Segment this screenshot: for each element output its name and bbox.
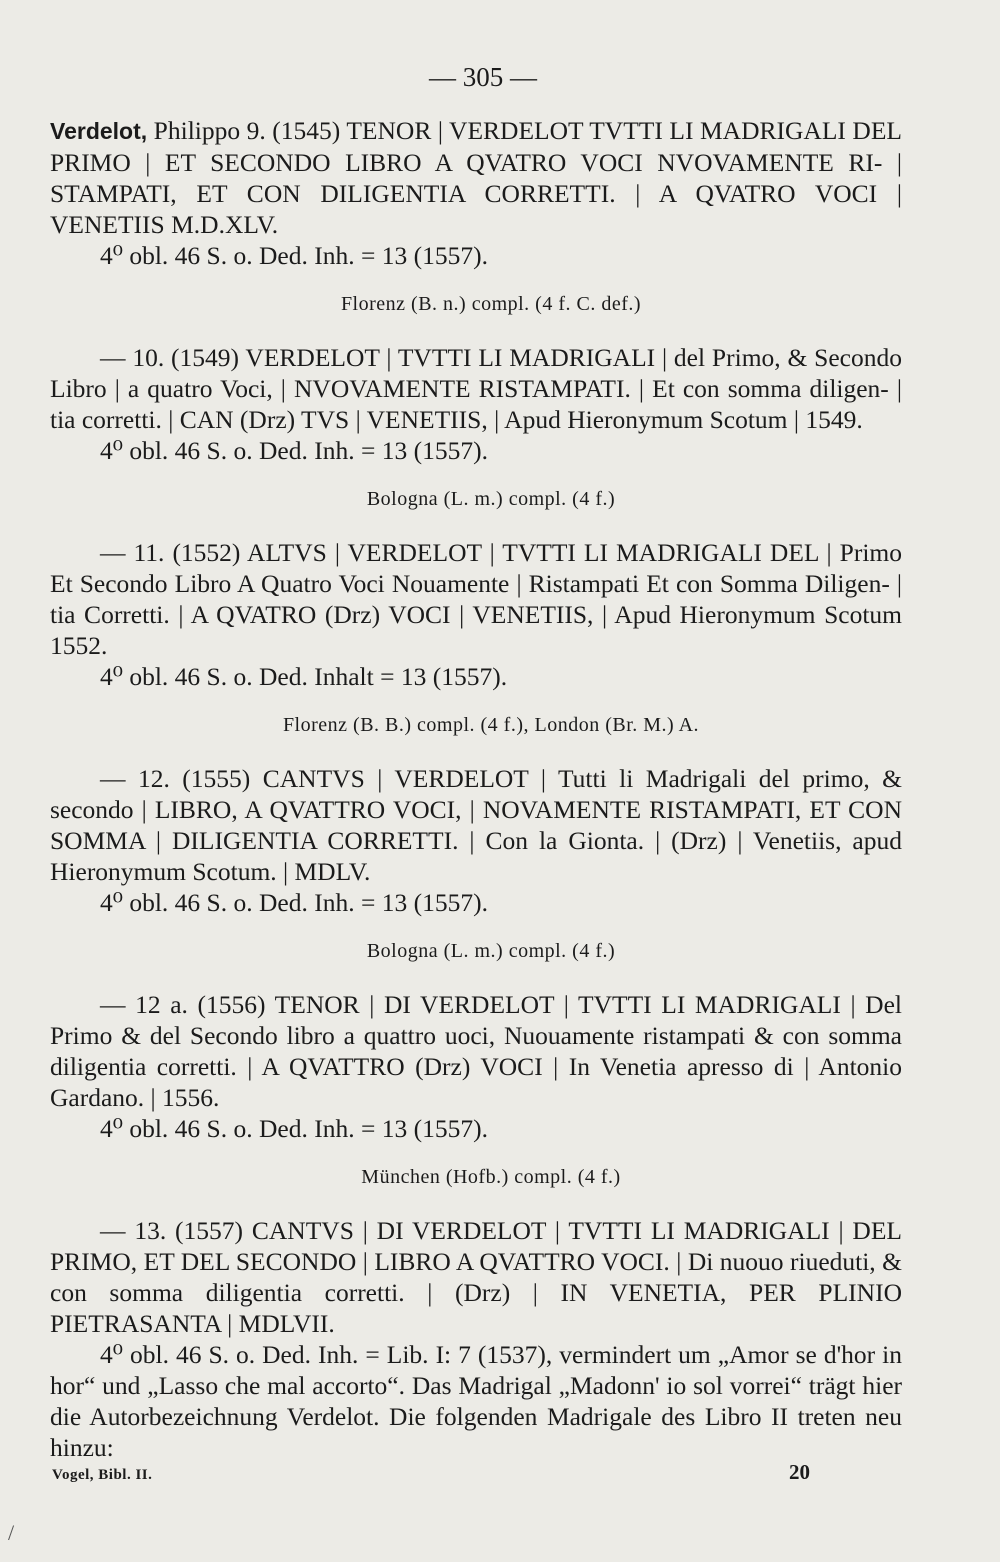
closing-note [50,1339,902,1463]
library-location: Florenz (B. B.) compl. (4 f.), London (Br. M.) A. [282,714,700,736]
format-line: 4⁰ obl. 46 S. o. Ded. Inh. = 13 (1557). [100,436,488,465]
closing-note-body: „Amor se d'hor in hor“ und „Lasso che mal accorto“. Das Madrigal „Madonn' io sol vorrei“ trägt hier die Autorbezeichnung Verdelot. Die folgenden Madrigale des Libro II treten neu hinzu: [50,1340,902,1462]
catalog-entry-9 [50,115,902,240]
page-number: — 305 — [429,62,537,92]
catalog-entry-13 [50,1215,902,1339]
library-location: Bologna (L. m.) compl. (4 f.) [366,488,616,510]
library-location: Bologna (L. m.) compl. (4 f.) [366,940,616,962]
library-location: München (Hofb.) compl. (4 f.) [361,1166,621,1188]
library-location: Florenz (B. n.) compl. (4 f. C. def.) [340,293,642,315]
format-line: 4⁰ obl. 46 S. o. Ded. Inh. = 13 (1557). [100,1114,488,1143]
entry-body: — 12 a. (1556) TENOR | DI VERDELOT | TVTTI LI MADRIGALI | Del Primo & del Secondo libro a quattro uoci, Nuouamente ristampati & con somma diligentia corretti. | A QVATTRO (Drz) VOCI | In Venetia apresso di | Antonio Gardano. | 1556. [50,990,902,1112]
catalog-entry-11 [50,537,902,661]
entry-text [50,115,902,240]
footer-sheet-number: 20 [789,1460,810,1484]
format-line: 4⁰ obl. 46 S. o. Ded. Inh. = 13 (1557). [100,241,488,270]
format-line: 4⁰ obl. 46 S. o. Ded. Inh. = 13 (1557). [100,888,488,917]
catalog-entry-12a [50,989,902,1113]
closing-note-lead: 4⁰ obl. 46 S. o. Ded. Inh. = Lib. I: 7 (1537), vermindert um [100,1340,711,1369]
entry-body: — 11. (1552) ALTVS | VERDELOT | TVTTI LI MADRIGALI DEL | Primo Et Secondo Libro A Quatro Voci Nouamente | Ristampati Et con Somma Diligen- | tia Corretti. | A QVATRO (Drz) VOCI | VENETIIS, | Apud Hieronymum Scotum 1552. [50,538,902,660]
entry-body: Philippo 9. (1545) TENOR | VERDELOT TVTTI LI MADRIGALI DEL PRIMO | ET SECONDO LIBRO A QVATRO VOCI NVOVAMENTE RI- | STAMPATI, ET CON DILIGENTIA CORRETTI. | A QVATRO VOCI | VENETIIS M.D.XLV. [50,116,902,239]
footer-signature: Vogel, Bibl. II. [52,1467,153,1483]
catalog-entry-12 [50,763,902,887]
page-footer [52,1460,810,1485]
format-line: 4⁰ obl. 46 S. o. Ded. Inhalt = 13 (1557). [100,662,508,691]
author-name: Verdelot, [50,118,148,144]
margin-mark: / [8,1520,15,1545]
entry-body: — 12. (1555) CANTVS | VERDELOT | Tutti li Madrigali del primo, & secondo | LIBRO, A QVATTRO VOCI, | NOVAMENTE RISTAMPATI, ET CON SOMMA | DILIGENTIA CORRETTI. | Con la Gionta. | (Drz) | Venetiis, apud Hieronymum Scotum. | MDLV. [50,764,902,886]
catalog-entry-10 [50,342,902,435]
entry-body: — 10. (1549) VERDELOT | TVTTI LI MADRIGALI | del Primo, & Secondo Libro | a quatro Voci, | NVOVAMENTE RISTAMPATI. | Et con somma diligen- | tia corretti. | CAN (Drz) TVS | VENETIIS, | Apud Hieronymum Scotum | 1549. [50,343,902,434]
entry-body: — 13. (1557) CANTVS | DI VERDELOT | TVTTI LI MADRIGALI | DEL PRIMO, ET DEL SECONDO | LIBRO A QVATTRO VOCI. | Di nuouo riueduti, & con somma diligentia corretti. | (Drz) | IN VENETIA, PER PLINIO PIETRASANTA | MDLVII. [50,1216,902,1338]
